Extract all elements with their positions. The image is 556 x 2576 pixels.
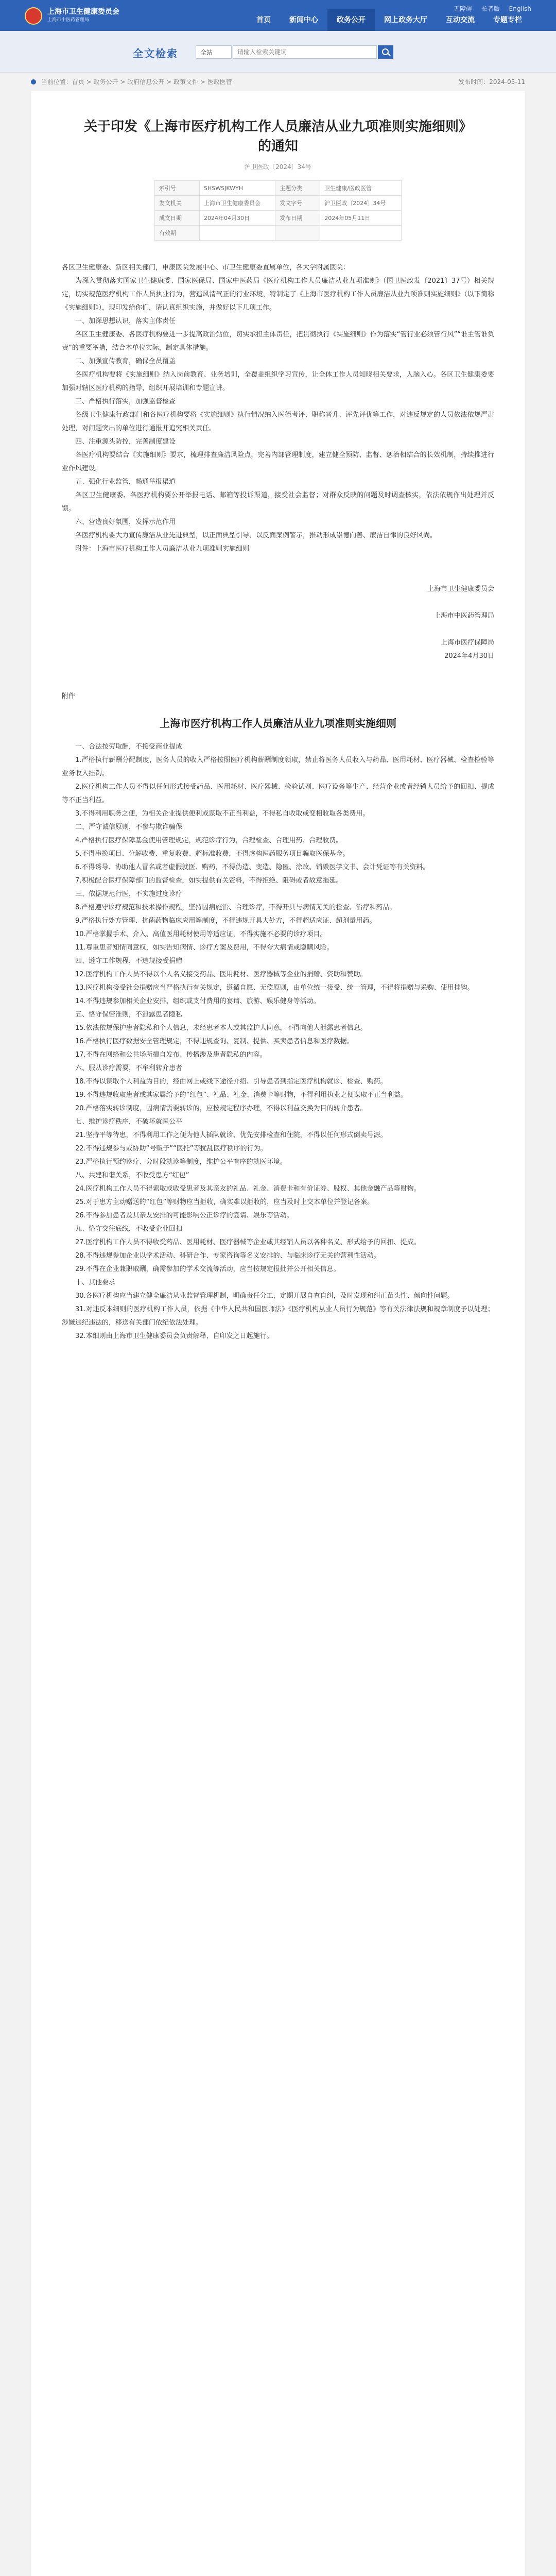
attachment-paragraph: 20.严格落实转诊制度，因病情需要转诊的，应按规定程序办理，不得以利益交换为目的转介患者。 — [75, 1105, 367, 1112]
attachment-paragraph: 23.严格执行预约诊疗、分时段就诊等制度，维护公平有序的就医环境。 — [75, 1158, 287, 1166]
notice-body — [62, 275, 494, 556]
sign-date: 2024年4月30日 — [444, 652, 494, 660]
signature-org: 上海市医疗保障局 — [440, 639, 494, 647]
notice-paragraph: 二、加强宣传教育，确保全员覆盖 — [75, 358, 176, 365]
publish-date: 发布时间：2024-05-11 — [458, 78, 525, 86]
attachment-paragraph: 六、服从诊疗需要，不牟利转介患者 — [75, 1064, 183, 1072]
attachment-paragraph: 四、遵守工作规程，不违规接受捐赠 — [75, 957, 183, 965]
attachment-paragraph: 30.各医疗机构应当建立健全廉洁从业监督管理机制，明确责任分工，定期开展自查自纠，及时发现和纠正苗头性、倾向性问题。 — [75, 1292, 454, 1300]
breadcrumb-text[interactable]: 当前位置：首页 > 政务公开 > 政府信息公开 > 政策文件 > 医政医管 — [41, 78, 232, 86]
attachment-paragraph: 3.不得利用职务之便，为相关企业提供便利或谋取不正当利益，不得私自收取或变相收取各类费用。 — [75, 810, 370, 818]
attachment-title: 上海市医疗机构工作人员廉洁从业九项准则实施细则 — [160, 717, 396, 730]
signature-org: 上海市中医药管理局 — [433, 612, 494, 620]
notice-paragraph: 三、严格执行落实，加强监督检查 — [75, 398, 176, 405]
attachment-paragraph: 19.不得违规收取患者或其家属给予的“红包”、礼品、礼金、消费卡等财物，不得利用执业之便谋取不正当利益。 — [75, 1091, 408, 1099]
attachment-paragraph: 13.医疗机构接受社会捐赠应当严格执行有关规定，遵循自愿、无偿原则，由单位统一接受、统一管理，不得将捐赠与采购、使用挂钩。 — [75, 984, 474, 992]
attachment-paragraph: 6.不得诱导、协助他人冒名或者虚假就医、购药，不得伪造、变造、隐匿、涂改、销毁医学文书、会计凭证等有关资料。 — [75, 863, 430, 871]
nav-home[interactable]: 首页 — [256, 16, 271, 24]
attachment-paragraph: 12.医疗机构工作人员不得以个人名义接受药品、医用耗材、医疗器械等企业的捐赠、资助和赞助。 — [75, 971, 367, 978]
search-button[interactable] — [378, 45, 393, 59]
attachment-paragraph: 24.医疗机构工作人员不得索取或收受患者及其亲友的礼品、礼金、消费卡和有价证券、股权、其他金融产品等财物。 — [75, 1185, 421, 1193]
article-title: 关于印发《上海市医疗机构工作人员廉洁从业九项准则实施细则》 的通知 — [83, 119, 472, 154]
attachment-paragraph: 一、合法按劳取酬，不接受商业提成 — [75, 743, 183, 751]
notice-paragraph: 一、加深思想认识，落实主体责任 — [75, 317, 176, 325]
attachment-paragraph: 11.尊重患者知情同意权，如实告知病情、诊疗方案及费用，不得夸大病情或隐瞒风险。 — [75, 944, 334, 952]
notice-paragraph: 各医疗机构要将《实施细则》纳入岗前教育、业务培训，全覆盖组织学习宣传，让全体工作人员知晓相关要求，入脑入心。各区卫生健康委要加强对辖区医疗机构的指导，组织开展培训和专题宣讲。 — [62, 371, 494, 392]
doc-number: 沪卫医政〔2024〕34号 — [245, 163, 311, 171]
notice-paragraph: 附件：上海市医疗机构工作人员廉洁从业九项准则实施细则 — [75, 545, 250, 553]
attachment-paragraph: 8.严格遵守诊疗规范和技术操作规程，坚持因病施治、合理诊疗，不得开具与病情无关的检查、治疗和药品。 — [75, 904, 396, 911]
attachment-paragraph: 9.严格执行处方管理、抗菌药物临床应用等制度，不得违规开具大处方，不得超适应证、超剂量用药。 — [75, 917, 376, 925]
emblem-icon — [25, 7, 42, 25]
attachment-paragraph: 32.本细则由上海市卫生健康委员会负责解释，自印发之日起施行。 — [75, 1332, 273, 1340]
attachment-paragraph: 27.医疗机构工作人员不得收受药品、医用耗材、医疗器械等企业或其经销人员以各种名义、形式给予的回扣、提成。 — [75, 1239, 421, 1246]
main-nav — [247, 9, 531, 31]
attachment-paragraph: 7.积极配合医疗保障部门的监督检查，如实提供有关资料，不得拒绝、阻碍或者故意拖延。 — [75, 877, 343, 885]
attachment-paragraph: 22.不得违规参与或协助“号贩子”“医托”等扰乱医疗秩序的行为。 — [75, 1145, 267, 1153]
meta-row: 成文日期 2024年04月30日 发布日期 2024年05月11日 — [155, 211, 402, 226]
attachment-paragraph: 五、恪守保密准则，不泄露患者隐私 — [75, 1011, 183, 1019]
notice-paragraph: 五、强化行业监管，畅通举报渠道 — [75, 478, 176, 486]
notice-paragraph: 六、营造良好氛围，发挥示范作用 — [75, 518, 176, 526]
attachment-paragraph: 4.严格执行医疗保障基金使用管理规定，规范诊疗行为，合理检查、合理用药、合理收费。 — [75, 837, 343, 844]
nav-news[interactable]: 新闻中心 — [289, 16, 318, 24]
nav-gov-affairs[interactable]: 政务公开 — [327, 9, 375, 31]
meta-row: 发文机关 上海市卫生健康委员会 发文字号 沪卫医政〔2024〕34号 — [155, 196, 402, 211]
attachment-paragraph: 18.不得以谋取个人利益为目的，经由网上或线下途径介绍、引导患者到指定医疗机构就诊、检查、购药。 — [75, 1078, 387, 1086]
nav-online-hall[interactable]: 网上政务大厅 — [384, 16, 427, 24]
attachment-paragraph: 15.依法依规保护患者隐私和个人信息，未经患者本人或其监护人同意，不得向他人泄露患者信息。 — [75, 1024, 367, 1032]
search-scope-select[interactable]: 全站 — [196, 45, 232, 59]
notice-paragraph: 各区卫生健康委、各医疗机构要公开举报电话、邮箱等投诉渠道，接受社会监督；对群众反映的问题及时调查核实，依法依规作出处理并反馈。 — [62, 492, 494, 513]
attachment-paragraph: 14.不得违规参加相关企业安排、组织或支付费用的宴请、旅游、娱乐健身等活动。 — [75, 997, 320, 1005]
attachment-body — [62, 740, 494, 1343]
nav-interaction[interactable]: 互动交流 — [446, 16, 475, 24]
attachment-paragraph: 16.严格执行医疗数据安全管理规定，不得违规查询、复制、提供、买卖患者信息和医疗数据。 — [75, 1038, 354, 1045]
attachment-paragraph: 十、其他要求 — [75, 1279, 116, 1286]
nav-topics[interactable]: 专题专栏 — [493, 16, 522, 24]
attachment-paragraph: 31.对违反本细则的医疗机构工作人员，依据《中华人民共和国医师法》《医疗机构从业人员行为规范》等有关法律法规和规章制度予以处理；涉嫌违纪违法的，移送有关部门依纪依法处理。 — [62, 1306, 494, 1327]
meta-row: 索引号 SHSWSJKWYH 主题分类 卫生健康/医政医管 — [155, 181, 402, 196]
location-icon — [31, 79, 36, 84]
search-band — [0, 31, 556, 73]
notice-paragraph: 各区卫生健康委、各医疗机构要进一步提高政治站位，切实承担主体责任，把贯彻执行《实施细则》作为落实“管行业必须管行风”“谁主管谁负责”的重要举措，结合本单位实际，制定具体措施。 — [62, 331, 494, 352]
attachment-paragraph: 21.坚持平等待患，不得利用工作之便为他人插队就诊、优先安排检查和住院，不得以任何形式倒卖号源。 — [75, 1131, 387, 1139]
top-link-elder[interactable]: 长者版 — [481, 5, 500, 12]
attachment-paragraph: 17.不得在网络和公共场所擅自发布、传播涉及患者隐私的内容。 — [75, 1051, 267, 1059]
top-link-english[interactable]: English — [509, 5, 531, 12]
notice-paragraph: 四、注重源头防控，完善制度建设 — [75, 438, 176, 446]
notice-paragraph: 为深入贯彻落实国家卫生健康委、国家医保局、国家中医药局《医疗机构工作人员廉洁从业九项准则》（国卫医政发〔2021〕37号）相关规定，切实规范医疗机构工作人员执业行为，营造风清气正的行业环境，特制定了《上海市医疗机构工作人员廉洁从业九项准则实施细则》（以下简称《实施细则》），现印发给你们，请认真组织实施，并做好以下几项工作。 — [62, 277, 494, 312]
search-input[interactable] — [233, 45, 377, 59]
attachment-paragraph: 2.医疗机构工作人员不得以任何形式接受药品、医用耗材、医疗器械、检验试剂、医疗设备等生产、经营企业或者经销人员给予的回扣、提成等不正当利益。 — [62, 783, 494, 804]
attachment-paragraph: 25.对于患方主动赠送的“红包”等财物应当拒收，确实难以拒收的，应当及时上交本单位并登记备案。 — [75, 1198, 374, 1206]
top-link-accessibility[interactable]: 无障碍 — [453, 5, 472, 12]
attachment-paragraph: 1.严格执行薪酬分配制度，医务人员的收入严格按照医疗机构薪酬制度领取，禁止将医务人员收入与药品、医用耗材、医疗器械、检查检验等业务收入挂钩。 — [62, 756, 494, 777]
notice-paragraph: 各医疗机构要大力宣传廉洁从业先进典型，以正面典型引导、以反面案例警示，推动形成崇德向善、廉洁自律的良好风尚。 — [75, 532, 437, 539]
search-title: 全文检索 — [133, 47, 178, 60]
attachment-paragraph: 10.严格掌握手术、介入、高值医用耗材使用等适应证，不得实施不必要的诊疗项目。 — [75, 930, 327, 938]
attachment-paragraph: 八、共建和谐关系，不收受患方“红包” — [75, 1172, 189, 1179]
notice-paragraph: 各级卫生健康行政部门和各医疗机构要将《实施细则》执行情况纳入医德考评、职称晋升、评先评优等工作，对违反规定的人员依法依规严肃处理，对问题突出的单位进行通报并追究相关责任。 — [62, 411, 494, 432]
article — [31, 91, 525, 2576]
attachment-paragraph: 二、严守诚信原则，不参与欺诈骗保 — [75, 823, 183, 831]
notice-paragraph: 各医疗机构要结合《实施细则》要求，梳理排查廉洁风险点，完善内部管理制度，建立健全预防、监督、惩治相结合的长效机制，持续推进行业作风建设。 — [62, 451, 494, 472]
meta-row: 有效期 — [155, 226, 402, 241]
breadcrumb — [31, 73, 525, 91]
site-brand[interactable] — [25, 7, 119, 25]
attachment-paragraph: 九、恪守交往底线，不收受企业回扣 — [75, 1225, 183, 1233]
site-header — [0, 0, 556, 31]
attachment-label: 附件 — [62, 692, 76, 700]
attachment-paragraph: 29.不得在企业兼职取酬，确需参加的学术交流等活动，应当按规定报批并公开相关信息。 — [75, 1265, 340, 1273]
attachment-paragraph: 26.不得参加患者及其亲友安排的可能影响公正诊疗的宴请、娱乐等活动。 — [75, 1212, 293, 1219]
attachment-paragraph: 三、依据规范行医，不实施过度诊疗 — [75, 890, 183, 898]
site-sub: 上海市中医药管理局 — [47, 18, 90, 23]
salutation: 各区卫生健康委、新区相关部门，申康医院发展中心、市卫生健康委直属单位，各大学附属医院： — [62, 264, 350, 272]
signature-org: 上海市卫生健康委员会 — [427, 585, 494, 593]
site-name: 上海市卫生健康委员会 — [47, 8, 119, 16]
attachment-paragraph: 5.不得串换项目、分解收费、重复收费、超标准收费，不得虚构医药服务项目骗取医保基金。 — [75, 850, 350, 858]
attachment-paragraph: 28.不得违规参加企业以学术活动、科研合作、专家咨询等名义安排的、与临床诊疗无关的营利性活动。 — [75, 1252, 380, 1260]
meta-table — [154, 180, 402, 241]
attachment-paragraph: 七、维护诊疗秩序，不破坏就医公平 — [75, 1118, 183, 1126]
